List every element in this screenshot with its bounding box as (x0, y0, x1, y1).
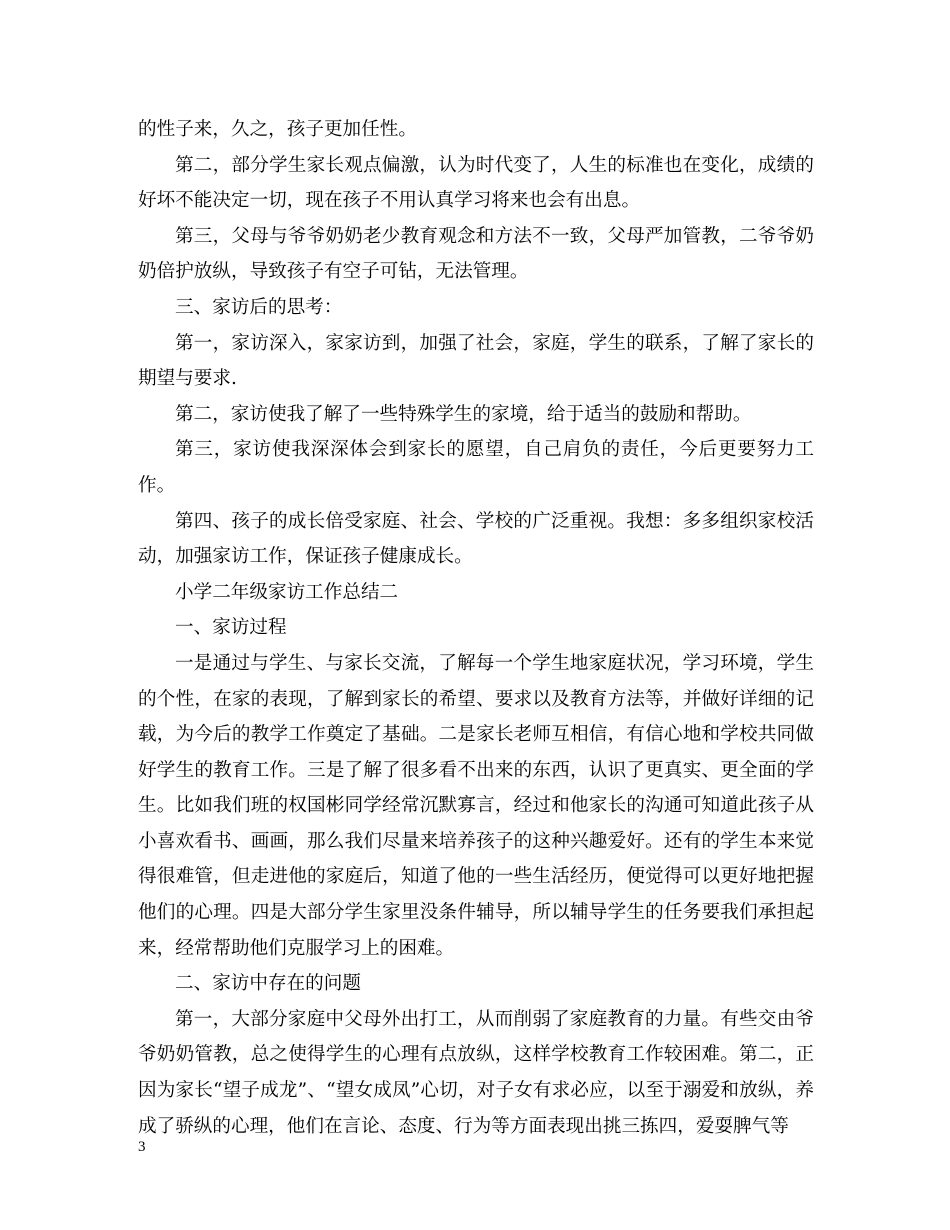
paragraph-13: 第一，大部分家庭中父母外出打工，从而削弱了家庭教育的力量。有些交由爷爷奶奶管教，总之使得学生的心理有点放纵，这样学校教育工作较困难。第二，正因为家长“望子成龙”、“望女成凤”心切，对子女有求必应，以至于溺爱和放纵，养成了骄纵的心理，他们在言论、态度、行为等方面表现出挑三拣四，爱耍脾气等 (138, 1008, 814, 1137)
paragraph-5: 第一，家访深入，家家访到，加强了社会，家庭，学生的联系，了解了家长的期望与要求. (138, 332, 814, 390)
paragraph-6: 第二，家访使我了解了一些特殊学生的家境，给于适当的鼓励和帮助。 (175, 403, 752, 425)
section-heading-problems: 二、家访中存在的问题 (175, 973, 361, 995)
document-subtitle: 小学二年级家访工作总结二 (175, 581, 399, 603)
section-heading-process: 一、家访过程 (175, 617, 287, 639)
paragraph-8: 第四、孩子的成长倍受家庭、社会、学校的广泛重视。我想：多多组织家校活动，加强家访工作，保证孩子健康成长。 (138, 510, 814, 568)
paragraph-1: 的性子来，久之，孩子更加任性。 (138, 119, 417, 140)
paragraph-7: 第三，家访使我深深体会到家长的愿望，自己肩负的责任，今后更要努力工作。 (138, 439, 814, 496)
page-number: 3 (138, 1139, 146, 1155)
section-heading-reflection: 三、家访后的思考： (175, 296, 343, 318)
document-body (138, 112, 814, 1144)
paragraph-3: 第三，父母与爷爷奶奶老少教育观念和方法不一致，父母严加管教，二爷爷奶奶倍护放纵，导致孩子有空子可钻，无法管理。 (138, 225, 814, 283)
paragraph-11: 一是通过与学生、与家长交流，了解每一个学生地家庭状况，学习环境，学生的个性，在家的表现，了解到家长的希望、要求以及教育方法等，并做好详细的记载，为今后的教学工作奠定了基础。二是家长老师互相信，有信心地和学校共同做好学生的教育工作。三是了解了很多看不出来的东西，认识了更真实、更全面的学生。比如我们班的权国彬同学经常沉默寡言，经过和他家长的沟通可知道此孩子从小喜欢看书、画画，那么我们尽量来培养孩子的这种兴趣爱好。还有的学生本来觉得很难管，但走进他的家庭后，知道了他的一些生活经历，便觉得可以更好地把握他们的心理。四是大部分学生家里没条件辅导，所以辅导学生的任务要我们承担起来，经常帮助他们克服学习上的困难。 (138, 652, 814, 959)
paragraph-2: 第二，部分学生家长观点偏激，认为时代变了，人生的标准也在变化，成绩的好坏不能决定一切，现在孩子不用认真学习将来也会有出息。 (138, 154, 814, 212)
